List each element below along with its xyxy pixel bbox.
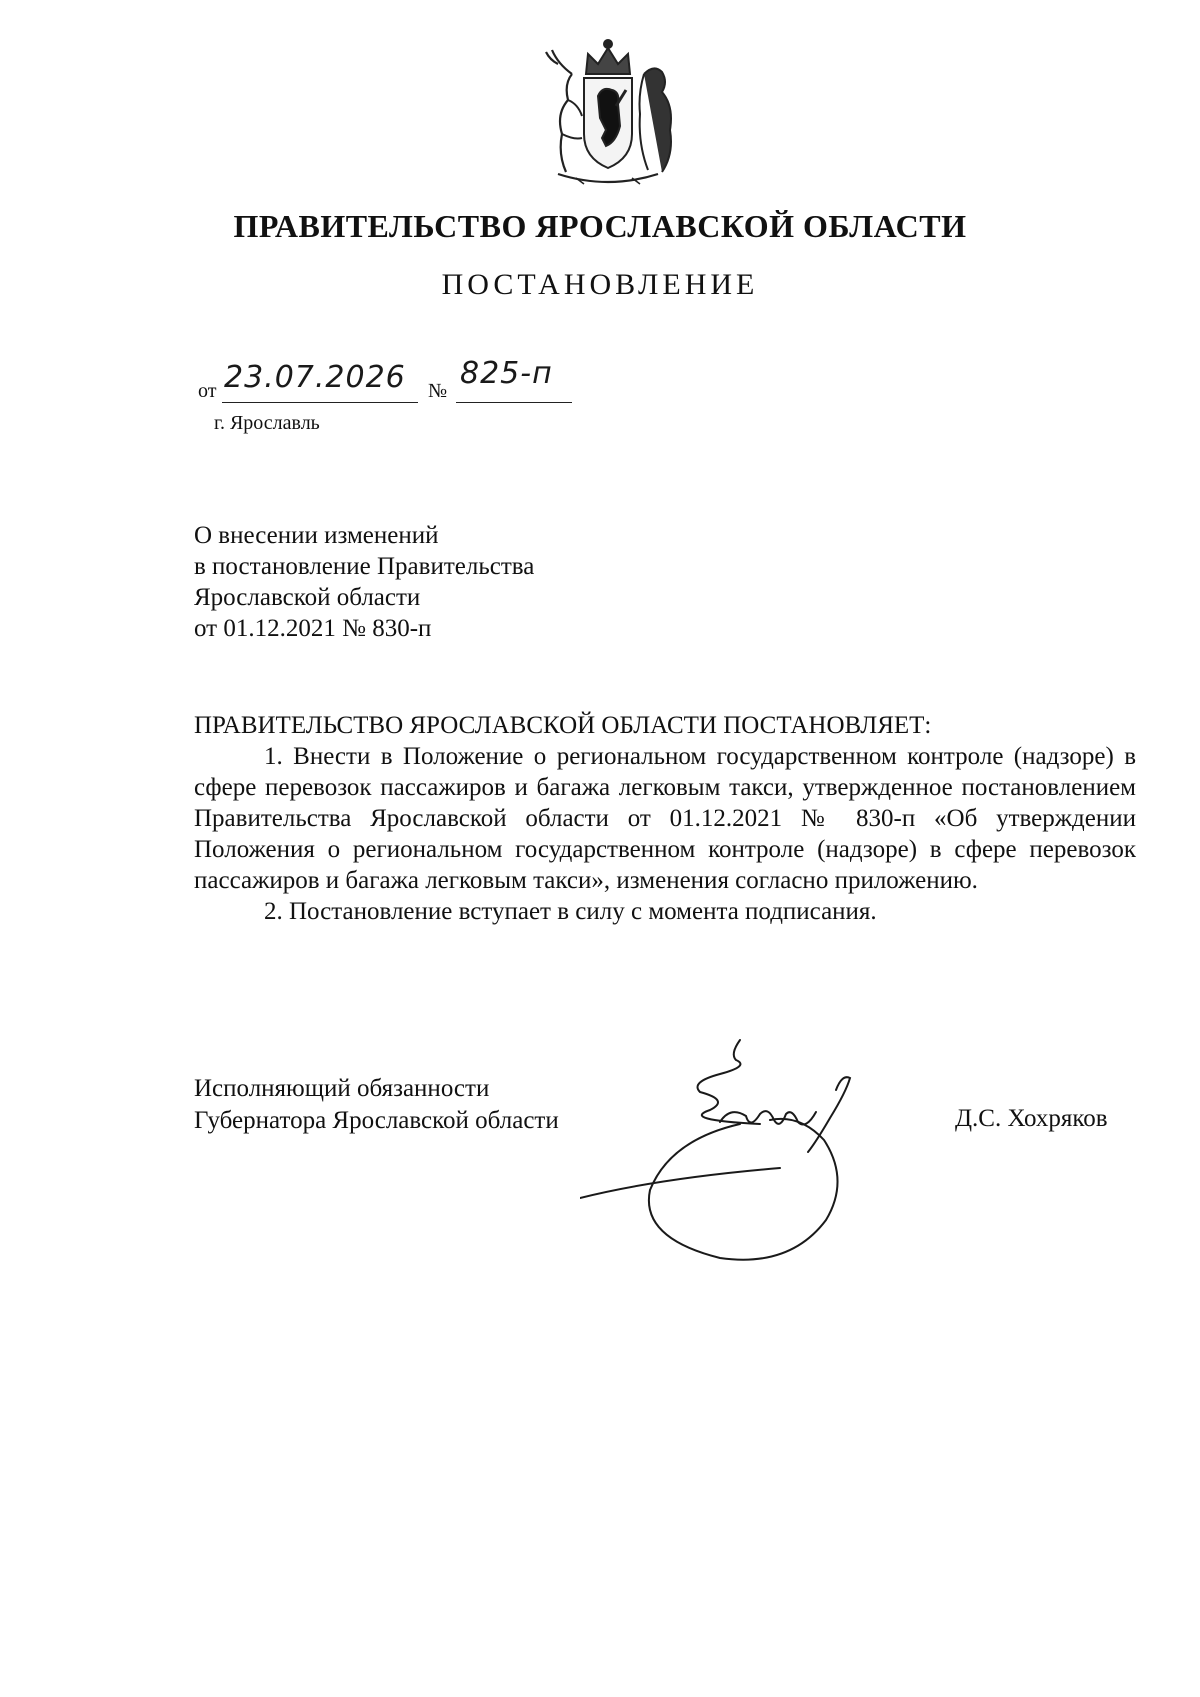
decree-paragraph: 2. Постановление вступает в силу с момента подписания. (264, 898, 877, 925)
signer-position-line: Губернатора Ярославской области (194, 1107, 559, 1134)
date-underline (222, 402, 418, 403)
government-title: ПРАВИТЕЛЬСТВО ЯРОСЛАВСКОЙ ОБЛАСТИ (233, 208, 967, 244)
handwritten-date: 23.07.2026 (224, 360, 406, 395)
subject-line: О внесении изменений (194, 522, 439, 549)
handwritten-number: 825-п (460, 356, 553, 391)
signer-position-line: Исполняющий обязанности (194, 1075, 490, 1102)
decree-heading: ПРАВИТЕЛЬСТВО ЯРОСЛАВСКОЙ ОБЛАСТИ ПОСТАНОВЛЯЕТ: (194, 712, 932, 739)
date-prefix: от (198, 380, 217, 402)
number-underline (456, 402, 572, 403)
document-type: ПОСТАНОВЛЕНИЕ (441, 268, 759, 301)
city-label: г. Ярославль (214, 412, 320, 434)
number-prefix: № (428, 380, 448, 402)
registration-line (198, 356, 618, 410)
handwritten-signature (580, 1030, 940, 1270)
subject-line: Ярославской области (194, 584, 421, 611)
decree-paragraph: 1. Внести в Положение о региональном государственном контроле (надзоре) в сфере перевозок пассажиров и багажа легковым такси, утвержденное постановлением Правительства Ярославской области от 01.12.2021 № 830-п «Об утверждении Положения о региональном государственном контроле (надзоре) в сфере перевозок пассажиров и багажа легковым такси», изменения согласно приложению. (194, 743, 1136, 894)
document-subject (194, 520, 534, 644)
subject-line: в постановление Правительства (194, 553, 535, 580)
decree-body (194, 710, 1136, 927)
yaroslavl-coat-of-arms-icon (528, 34, 688, 190)
signer-position (194, 1073, 559, 1137)
subject-line: от 01.12.2021 № 830-п (194, 615, 432, 642)
signer-name: Д.С. Хохряков (955, 1105, 1108, 1132)
